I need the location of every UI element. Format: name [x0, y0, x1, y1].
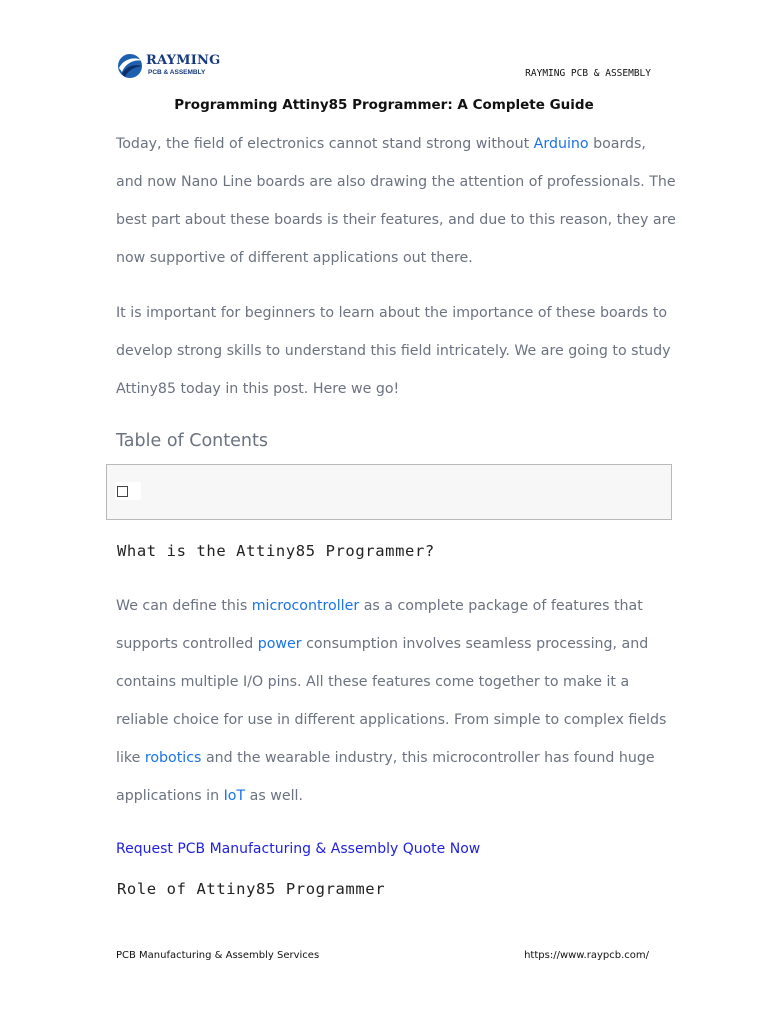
robotics-link[interactable]: robotics	[144, 750, 202, 766]
section1-paragraph	[116, 587, 676, 815]
logo-subtitle: PCB & ASSEMBLY	[148, 69, 206, 76]
toc-title: Table of Contents	[116, 431, 268, 451]
section-heading-what-is: What is the Attiny85 Programmer?	[117, 542, 435, 560]
section1-text-2: as a complete package of features that supports controlled	[116, 598, 643, 652]
section1-text-4: and the wearable industry, this microcontroller has found huge applications in	[116, 750, 655, 804]
logo-name: RAYMING	[146, 53, 221, 68]
rayming-logo	[116, 52, 226, 82]
section1-text-1: We can define this	[116, 598, 252, 614]
section-heading-role: Role of Attiny85 Programmer	[117, 880, 386, 898]
iot-link[interactable]: IoT	[223, 788, 246, 804]
intro-paragraph-2: It is important for beginners to learn about the importance of these boards to develop strong skills to understand this field intricately. We are going to study Attiny85 today in this post. Here we go!	[116, 305, 671, 397]
quote-request-link[interactable]: Request PCB Manufacturing & Assembly Quote Now	[116, 841, 481, 857]
footer-services: PCB Manufacturing & Assembly Services	[116, 950, 320, 961]
toc-toggle-checkbox[interactable]	[117, 486, 128, 497]
section1-text-3: consumption involves seamless processing, and contains multiple I/O pins. All these features come together to make it a reliable choice for use in different applications. From simple to complex fields like	[116, 636, 667, 766]
microcontroller-link[interactable]: microcontroller	[251, 598, 360, 614]
intro-paragraph-1	[116, 125, 676, 277]
section1-text-5: as well.	[245, 788, 303, 804]
header-company-name: RAYMING PCB & ASSEMBLY	[525, 68, 651, 79]
rayming-logo-icon	[116, 52, 144, 80]
table-of-contents-box	[106, 464, 672, 520]
arduino-link[interactable]: Arduino	[533, 136, 589, 152]
document-title: Programming Attiny85 Programmer: A Complete Guide	[174, 97, 594, 113]
intro-text-2: boards, and now Nano Line boards are also drawing the attention of professionals. The best part about these boards is their features, and due to this reason, they are now supportive of different applications out there.	[116, 136, 676, 266]
intro-text-1: Today, the field of electronics cannot stand strong without	[116, 136, 534, 152]
power-link[interactable]: power	[257, 636, 302, 652]
footer-url[interactable]: https://www.raypcb.com/	[524, 950, 649, 961]
